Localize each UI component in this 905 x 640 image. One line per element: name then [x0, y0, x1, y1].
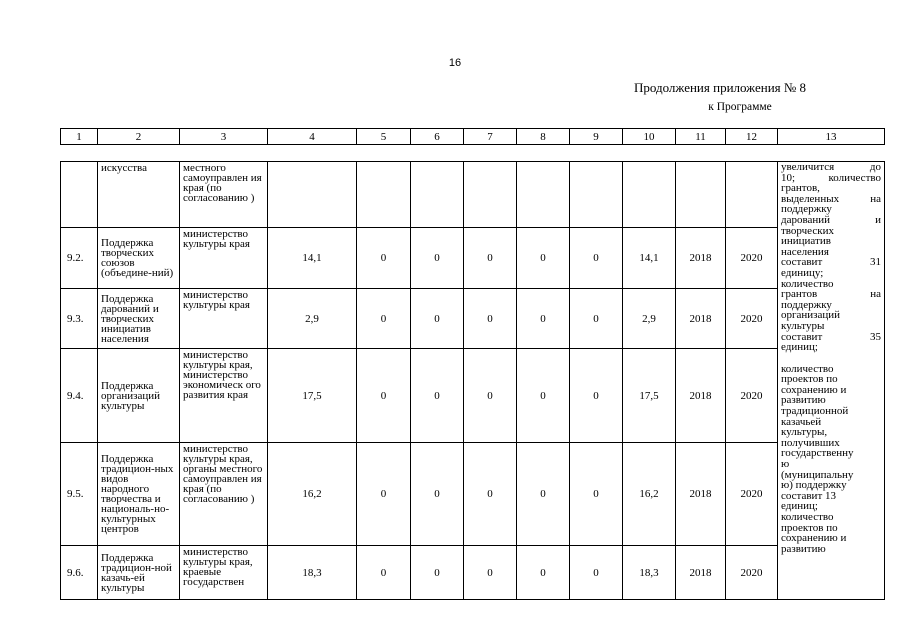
expected-results-cell	[778, 162, 885, 600]
row-number: 9.4.	[61, 349, 98, 443]
result-line: единицу;	[781, 266, 824, 279]
executor: министерство культуры края, министерство экономическ ого развития края	[180, 349, 268, 443]
result-line: традиционной	[781, 405, 849, 418]
result-line: сохранению и	[781, 532, 847, 545]
table-row	[61, 349, 885, 443]
measure-name: Поддержка традицион-ных видов народного творчества и националь-но-культурных центров	[98, 443, 180, 546]
value-cell: 2018	[676, 349, 726, 443]
value-cell: 0	[357, 546, 411, 600]
executor: министерство культуры края	[180, 228, 268, 289]
value-cell: 0	[357, 228, 411, 289]
header-col-13: 13	[778, 129, 885, 145]
result-line: ю) поддержку	[781, 479, 847, 492]
result-line: инициатив	[781, 235, 831, 248]
value-cell: 2020	[726, 228, 778, 289]
value-cell: 0	[411, 546, 464, 600]
value-cell	[570, 162, 623, 228]
result-line: развитию	[781, 394, 826, 407]
value-cell	[676, 162, 726, 228]
value-cell: 2018	[676, 228, 726, 289]
value-cell: 2018	[676, 289, 726, 349]
result-line: культуры	[781, 319, 825, 332]
measure-name: Поддержка организаций культуры	[98, 349, 180, 443]
executor: министерство культуры края, краевые государствен	[180, 546, 268, 600]
column-number-header	[60, 128, 885, 145]
value-cell	[623, 162, 676, 228]
row-number	[61, 162, 98, 228]
annex-title: Продолжения приложения № 8	[633, 80, 807, 95]
value-cell: 0	[357, 349, 411, 443]
value-cell: 2020	[726, 546, 778, 600]
result-line: грантов на	[781, 288, 881, 301]
header-col-2: 2	[98, 129, 180, 145]
value-cell	[464, 162, 517, 228]
value-cell: 14,1	[623, 228, 676, 289]
result-line: культуры,	[781, 426, 828, 439]
header-col-1: 1	[61, 129, 98, 145]
value-cell: 0	[411, 443, 464, 546]
result-line: поддержку	[781, 203, 832, 216]
header-col-11: 11	[676, 129, 726, 145]
result-line: получивших	[781, 436, 840, 449]
value-cell: 16,2	[623, 443, 676, 546]
value-cell: 0	[464, 349, 517, 443]
value-cell: 2,9	[268, 289, 357, 349]
value-cell: 0	[570, 546, 623, 600]
measure-name: Поддержка традицион-ной казачь-ей культуры	[98, 546, 180, 600]
result-line: организаций	[781, 309, 841, 322]
header-col-7: 7	[464, 129, 517, 145]
value-cell: 17,5	[623, 349, 676, 443]
value-cell: 18,3	[268, 546, 357, 600]
value-cell: 0	[517, 289, 570, 349]
header-col-12: 12	[726, 129, 778, 145]
value-cell	[357, 162, 411, 228]
annex-subtitle: к Программе	[708, 101, 772, 113]
measure-name: Поддержка творческих союзов (объедине-ний)	[98, 228, 180, 289]
value-cell: 18,3	[623, 546, 676, 600]
table-row	[61, 443, 885, 546]
row-number: 9.3.	[61, 289, 98, 349]
result-line: выделенных на	[781, 192, 881, 205]
executor: министерство культуры края, органы местного самоуправлен ия края (по согласованию )	[180, 443, 268, 546]
result-line: сохранению и	[781, 383, 847, 396]
row-number: 9.6.	[61, 546, 98, 600]
page-number: 16	[448, 57, 462, 69]
value-cell: 2018	[676, 443, 726, 546]
value-cell: 0	[570, 289, 623, 349]
table-row	[61, 289, 885, 349]
value-cell: 0	[570, 228, 623, 289]
header-col-10: 10	[623, 129, 676, 145]
result-line: дарований и	[781, 213, 881, 226]
result-line: ю	[781, 458, 790, 471]
value-cell: 0	[517, 443, 570, 546]
value-cell: 0	[411, 349, 464, 443]
value-cell: 16,2	[268, 443, 357, 546]
table-row	[61, 162, 885, 228]
result-line: единиц;	[781, 500, 818, 513]
result-line: составит 13	[781, 489, 836, 502]
value-cell: 0	[411, 289, 464, 349]
result-line: проектов по	[781, 373, 838, 386]
header-col-3: 3	[180, 129, 268, 145]
value-cell: 0	[517, 228, 570, 289]
result-line: поддержку	[781, 298, 832, 311]
row-number: 9.2.	[61, 228, 98, 289]
value-cell: 2018	[676, 546, 726, 600]
value-cell: 0	[464, 289, 517, 349]
value-cell	[517, 162, 570, 228]
value-cell: 0	[357, 289, 411, 349]
value-cell: 0	[357, 443, 411, 546]
value-cell	[268, 162, 357, 228]
header-col-5: 5	[357, 129, 411, 145]
result-line: 10; количество	[781, 171, 881, 184]
value-cell	[726, 162, 778, 228]
executor: местного самоуправлен ия края (по согласованию )	[180, 162, 268, 228]
result-line: составит 31	[781, 256, 881, 269]
table-row	[61, 546, 885, 600]
value-cell: 2020	[726, 349, 778, 443]
value-cell: 0	[464, 228, 517, 289]
value-cell: 0	[464, 546, 517, 600]
value-cell: 0	[517, 546, 570, 600]
row-number: 9.5.	[61, 443, 98, 546]
result-line: населения	[781, 245, 829, 258]
executor: министерство культуры края	[180, 289, 268, 349]
value-cell	[411, 162, 464, 228]
result-line: количество	[781, 362, 834, 375]
result-line: казачьей	[781, 415, 822, 428]
program-table	[60, 161, 885, 600]
value-cell: 0	[464, 443, 517, 546]
result-line: развитию	[781, 542, 826, 555]
value-cell: 2020	[726, 443, 778, 546]
measure-name: Поддержка дарований и творческих инициатив населения	[98, 289, 180, 349]
result-line: количество	[781, 511, 834, 523]
result-line: государственну	[781, 447, 854, 460]
value-cell: 0	[411, 228, 464, 289]
value-cell: 14,1	[268, 228, 357, 289]
result-line: творческих	[781, 224, 834, 237]
value-cell: 17,5	[268, 349, 357, 443]
header-col-8: 8	[517, 129, 570, 145]
result-line: грантов,	[781, 182, 820, 195]
result-line: количество	[781, 277, 834, 290]
header-col-6: 6	[411, 129, 464, 145]
result-line: увеличится до	[781, 161, 881, 173]
value-cell: 2020	[726, 289, 778, 349]
value-cell: 0	[517, 349, 570, 443]
result-line: единиц;	[781, 341, 818, 354]
result-line: составит 35	[781, 330, 881, 343]
header-col-9: 9	[570, 129, 623, 145]
result-line: проектов по	[781, 521, 838, 534]
value-cell: 0	[570, 349, 623, 443]
measure-name: искусства	[98, 162, 180, 228]
header-col-4: 4	[268, 129, 357, 145]
result-line: (муниципальну	[781, 468, 854, 481]
table-row	[61, 228, 885, 289]
value-cell: 0	[570, 443, 623, 546]
value-cell: 2,9	[623, 289, 676, 349]
